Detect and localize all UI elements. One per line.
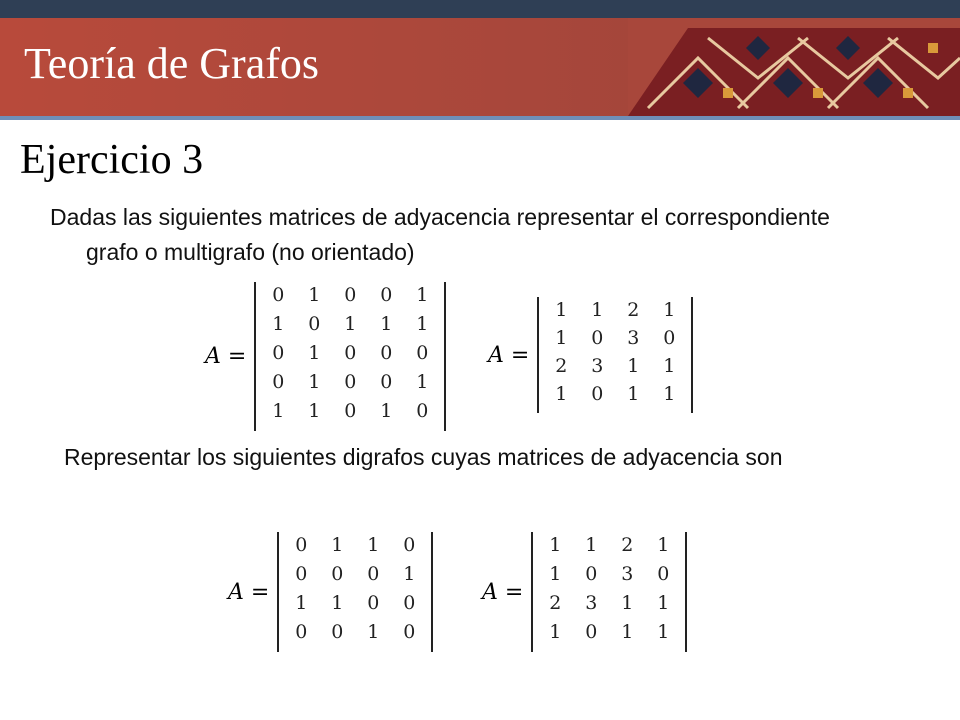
matrix-cell: 1 (585, 534, 598, 556)
matrix-cell: 3 (591, 355, 604, 377)
matrix-cell: 0 (591, 383, 604, 405)
matrix-cell: 0 (591, 327, 604, 349)
instruction-paragraph-1: Dadas las siguientes matrices de adyacencia representar el correspondiente grafo o multigrafo (no orientado) (50, 204, 830, 265)
matrix-cell: 2 (555, 355, 568, 377)
matrix-cell: 1 (308, 342, 321, 364)
matrix-cell: 0 (308, 313, 321, 335)
matrix-cell: 1 (591, 299, 604, 321)
matrix-cell: 1 (549, 621, 562, 643)
matrix-cell: 0 (272, 371, 285, 393)
adjacency-matrix-4 (482, 532, 687, 652)
matrix-cell: 1 (657, 534, 670, 556)
matrix-cell: 1 (416, 371, 429, 393)
adjacency-matrix-3 (228, 532, 433, 652)
matrix-cell: 0 (403, 534, 416, 556)
matrix-cell: 0 (272, 342, 285, 364)
matrix-cell: 0 (367, 563, 380, 585)
matrix-cell: 1 (403, 563, 416, 585)
textile-pattern-image (628, 18, 960, 116)
matrix-cell: 1 (663, 355, 676, 377)
instruction-paragraph-2: Representar los siguientes digrafos cuyas matrices de adyacencia son (64, 444, 783, 470)
matrix-cell: 0 (380, 342, 393, 364)
matrix-cell: 2 (621, 534, 634, 556)
matrix-cell: 0 (403, 592, 416, 614)
presentation-title: Teoría de Grafos (24, 39, 320, 88)
matrix-cell: 0 (295, 563, 308, 585)
matrix-cell: 1 (657, 621, 670, 643)
matrix-cell: 1 (380, 400, 393, 422)
matrix-cell: 0 (331, 563, 344, 585)
matrix-cell: 1 (416, 313, 429, 335)
matrix-cell: 1 (380, 313, 393, 335)
matrix-cell: 1 (344, 313, 357, 335)
matrix-cell: 0 (585, 621, 598, 643)
matrix-cell: 0 (380, 284, 393, 306)
matrix-cell: 0 (585, 563, 598, 585)
matrix-cell: 3 (585, 592, 598, 614)
matrix-cell: 0 (344, 342, 357, 364)
matrix-label: A = (205, 344, 247, 369)
matrix-grid (277, 532, 433, 652)
matrix-cell: 0 (380, 371, 393, 393)
matrix-cell: 0 (416, 342, 429, 364)
matrix-cell: 3 (627, 327, 640, 349)
matrix-cell: 1 (621, 621, 634, 643)
adjacency-matrix-1 (205, 282, 446, 431)
matrix-cell: 1 (272, 313, 285, 335)
matrix-cell: 1 (627, 383, 640, 405)
matrix-grid (531, 532, 687, 652)
matrix-label: A = (488, 342, 530, 368)
matrix-cell: 1 (308, 371, 321, 393)
matrix-cell: 1 (555, 299, 568, 321)
matrix-cell: 0 (416, 400, 429, 422)
matrix-cell: 0 (272, 284, 285, 306)
matrix-cell: 0 (344, 284, 357, 306)
matrix-cell: 0 (331, 621, 344, 643)
matrix-cell: 0 (295, 621, 308, 643)
matrix-cell: 1 (416, 284, 429, 306)
matrix-cell: 2 (627, 299, 640, 321)
matrix-cell: 1 (308, 284, 321, 306)
matrix-cell: 2 (549, 592, 562, 614)
matrix-cell: 1 (331, 592, 344, 614)
matrix-cell: 1 (657, 592, 670, 614)
matrix-label: A = (482, 579, 524, 605)
matrix-cell: 1 (663, 383, 676, 405)
top-bar (0, 0, 960, 18)
matrix-cell: 0 (344, 400, 357, 422)
adjacency-matrix-2 (488, 297, 693, 413)
matrix-cell: 1 (272, 400, 285, 422)
matrix-cell: 3 (621, 563, 634, 585)
matrix-cell: 1 (555, 327, 568, 349)
matrix-cell: 1 (621, 592, 634, 614)
matrix-cell: 1 (549, 534, 562, 556)
matrix-cell: 0 (367, 592, 380, 614)
matrix-cell: 1 (295, 592, 308, 614)
matrix-cell: 1 (367, 621, 380, 643)
matrix-cell: 1 (331, 534, 344, 556)
matrix-label: A = (228, 579, 270, 605)
slide-title: Ejercicio 3 (20, 137, 204, 183)
matrix-cell: 1 (549, 563, 562, 585)
matrix-cell: 1 (367, 534, 380, 556)
matrix-grid (537, 297, 693, 413)
matrix-cell: 0 (295, 534, 308, 556)
matrix-cell: 0 (657, 563, 670, 585)
matrix-cell: 0 (403, 621, 416, 643)
matrix-cell: 1 (308, 400, 321, 422)
matrix-cell: 1 (555, 383, 568, 405)
header-divider (0, 116, 960, 120)
matrix-cell: 1 (627, 355, 640, 377)
matrix-cell: 0 (663, 327, 676, 349)
matrix-cell: 0 (344, 371, 357, 393)
matrix-grid (254, 282, 446, 431)
matrix-cell: 1 (663, 299, 676, 321)
